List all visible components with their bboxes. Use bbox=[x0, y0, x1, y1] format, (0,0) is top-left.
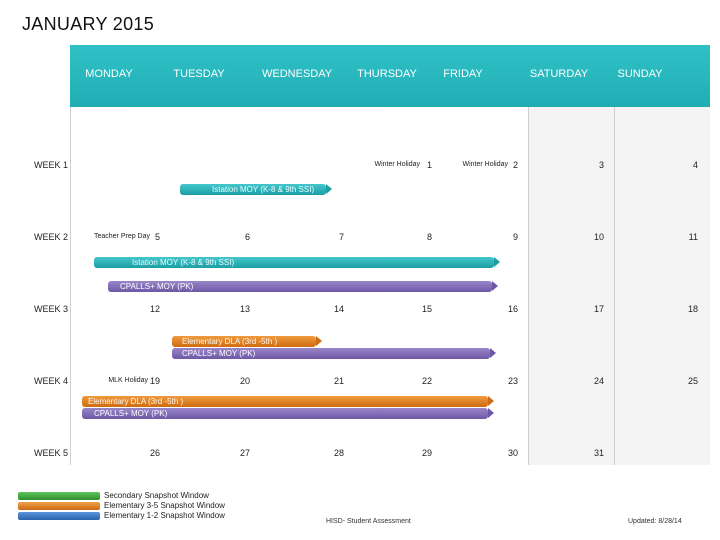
day-31: 31 bbox=[593, 448, 604, 458]
day-9: 9 bbox=[512, 232, 518, 242]
cpalls-moy-label: CPALLS+ MOY (PK) bbox=[120, 282, 194, 291]
day-15: 15 bbox=[421, 304, 432, 314]
header-friday: FRIDAY bbox=[443, 68, 483, 80]
day-29: 29 bbox=[421, 448, 432, 458]
winter-holiday-note: Winter Holiday bbox=[462, 161, 508, 168]
grid-line bbox=[614, 107, 615, 465]
week-1-label: WEEK 1 bbox=[34, 160, 69, 170]
bar-arrow bbox=[488, 396, 494, 406]
header-wednesday: WEDNESDAY bbox=[262, 68, 333, 80]
grid-line bbox=[528, 107, 529, 465]
day-19: 19 bbox=[149, 376, 160, 386]
mlk-holiday-note: MLK Holiday bbox=[108, 377, 148, 384]
day-10: 10 bbox=[593, 232, 604, 242]
istation-moy-bar bbox=[180, 184, 326, 195]
footer-updated: Updated: 8/28/14 bbox=[628, 518, 682, 525]
bar-arrow bbox=[494, 257, 500, 267]
day-27: 27 bbox=[239, 448, 250, 458]
week-2-label: WEEK 2 bbox=[34, 232, 69, 242]
day-13: 13 bbox=[239, 304, 250, 314]
day-28: 28 bbox=[333, 448, 344, 458]
cpalls-moy-label: CPALLS+ MOY (PK) bbox=[94, 409, 168, 418]
page-title: JANUARY 2015 bbox=[22, 14, 155, 34]
header-tuesday: TUESDAY bbox=[173, 68, 225, 80]
day-3: 3 bbox=[598, 160, 604, 170]
cpalls-moy-bar bbox=[172, 348, 490, 359]
day-7: 7 bbox=[338, 232, 344, 242]
day-20: 20 bbox=[239, 376, 250, 386]
bar-arrow bbox=[488, 408, 494, 418]
legend-elementary-3-5: Elementary 3-5 Snapshot Window bbox=[104, 501, 225, 510]
elementary-dla-bar bbox=[172, 336, 316, 347]
bar-arrow bbox=[492, 281, 498, 291]
week-3-label: WEEK 3 bbox=[34, 304, 69, 314]
day-24: 24 bbox=[593, 376, 604, 386]
day-23: 23 bbox=[507, 376, 518, 386]
day-2: 2 bbox=[512, 160, 518, 170]
footer-department: HISD- Student Assessment bbox=[326, 518, 411, 525]
day-17: 17 bbox=[593, 304, 604, 314]
day-18: 18 bbox=[687, 304, 698, 314]
teacher-prep-day-note: Teacher Prep Day bbox=[93, 233, 150, 240]
winter-holiday-note: Winter Holiday bbox=[374, 161, 420, 168]
week-5-label: WEEK 5 bbox=[34, 448, 69, 458]
elementary-dla-bar bbox=[82, 396, 488, 407]
day-8: 8 bbox=[426, 232, 432, 242]
sunday-column bbox=[614, 45, 710, 465]
legend-swatch-elementary-3-5 bbox=[18, 502, 100, 510]
day-1: 1 bbox=[426, 160, 432, 170]
elementary-dla-label: Elementary DLA (3rd -5th ) bbox=[88, 397, 184, 406]
istation-moy-label: Istation MOY (K-8 & 9th SSI) bbox=[132, 258, 235, 267]
day-25: 25 bbox=[687, 376, 698, 386]
legend-swatch-secondary bbox=[18, 492, 100, 500]
legend-secondary: Secondary Snapshot Window bbox=[104, 491, 209, 500]
header-thursday: THURSDAY bbox=[357, 68, 417, 80]
day-14: 14 bbox=[333, 304, 344, 314]
grid-line bbox=[70, 107, 71, 465]
day-5: 5 bbox=[154, 232, 160, 242]
istation-moy-bar bbox=[94, 257, 494, 268]
cpalls-moy-bar bbox=[108, 281, 492, 292]
day-22: 22 bbox=[421, 376, 432, 386]
day-26: 26 bbox=[149, 448, 160, 458]
bar-arrow bbox=[326, 184, 332, 194]
day-30: 30 bbox=[507, 448, 518, 458]
day-16: 16 bbox=[507, 304, 518, 314]
day-4: 4 bbox=[692, 160, 698, 170]
header-monday: MONDAY bbox=[85, 68, 133, 80]
header-sunday: SUNDAY bbox=[617, 68, 663, 80]
legend-elementary-1-2: Elementary 1-2 Snapshot Window bbox=[104, 511, 225, 520]
week-4-label: WEEK 4 bbox=[34, 376, 69, 386]
day-12: 12 bbox=[149, 304, 160, 314]
cpalls-moy-bar bbox=[82, 408, 488, 419]
cpalls-moy-label: CPALLS+ MOY (PK) bbox=[182, 349, 256, 358]
day-21: 21 bbox=[333, 376, 344, 386]
bar-arrow bbox=[316, 336, 322, 346]
legend-swatch-elementary-1-2 bbox=[18, 512, 100, 520]
bar-arrow bbox=[490, 348, 496, 358]
elementary-dla-label: Elementary DLA (3rd -5th ) bbox=[182, 337, 278, 346]
header-saturday: SATURDAY bbox=[529, 68, 589, 80]
istation-moy-label: Istation MOY (K-8 & 9th SSI) bbox=[212, 185, 315, 194]
saturday-column bbox=[528, 45, 614, 465]
day-11: 11 bbox=[688, 232, 698, 242]
day-6: 6 bbox=[244, 232, 250, 242]
